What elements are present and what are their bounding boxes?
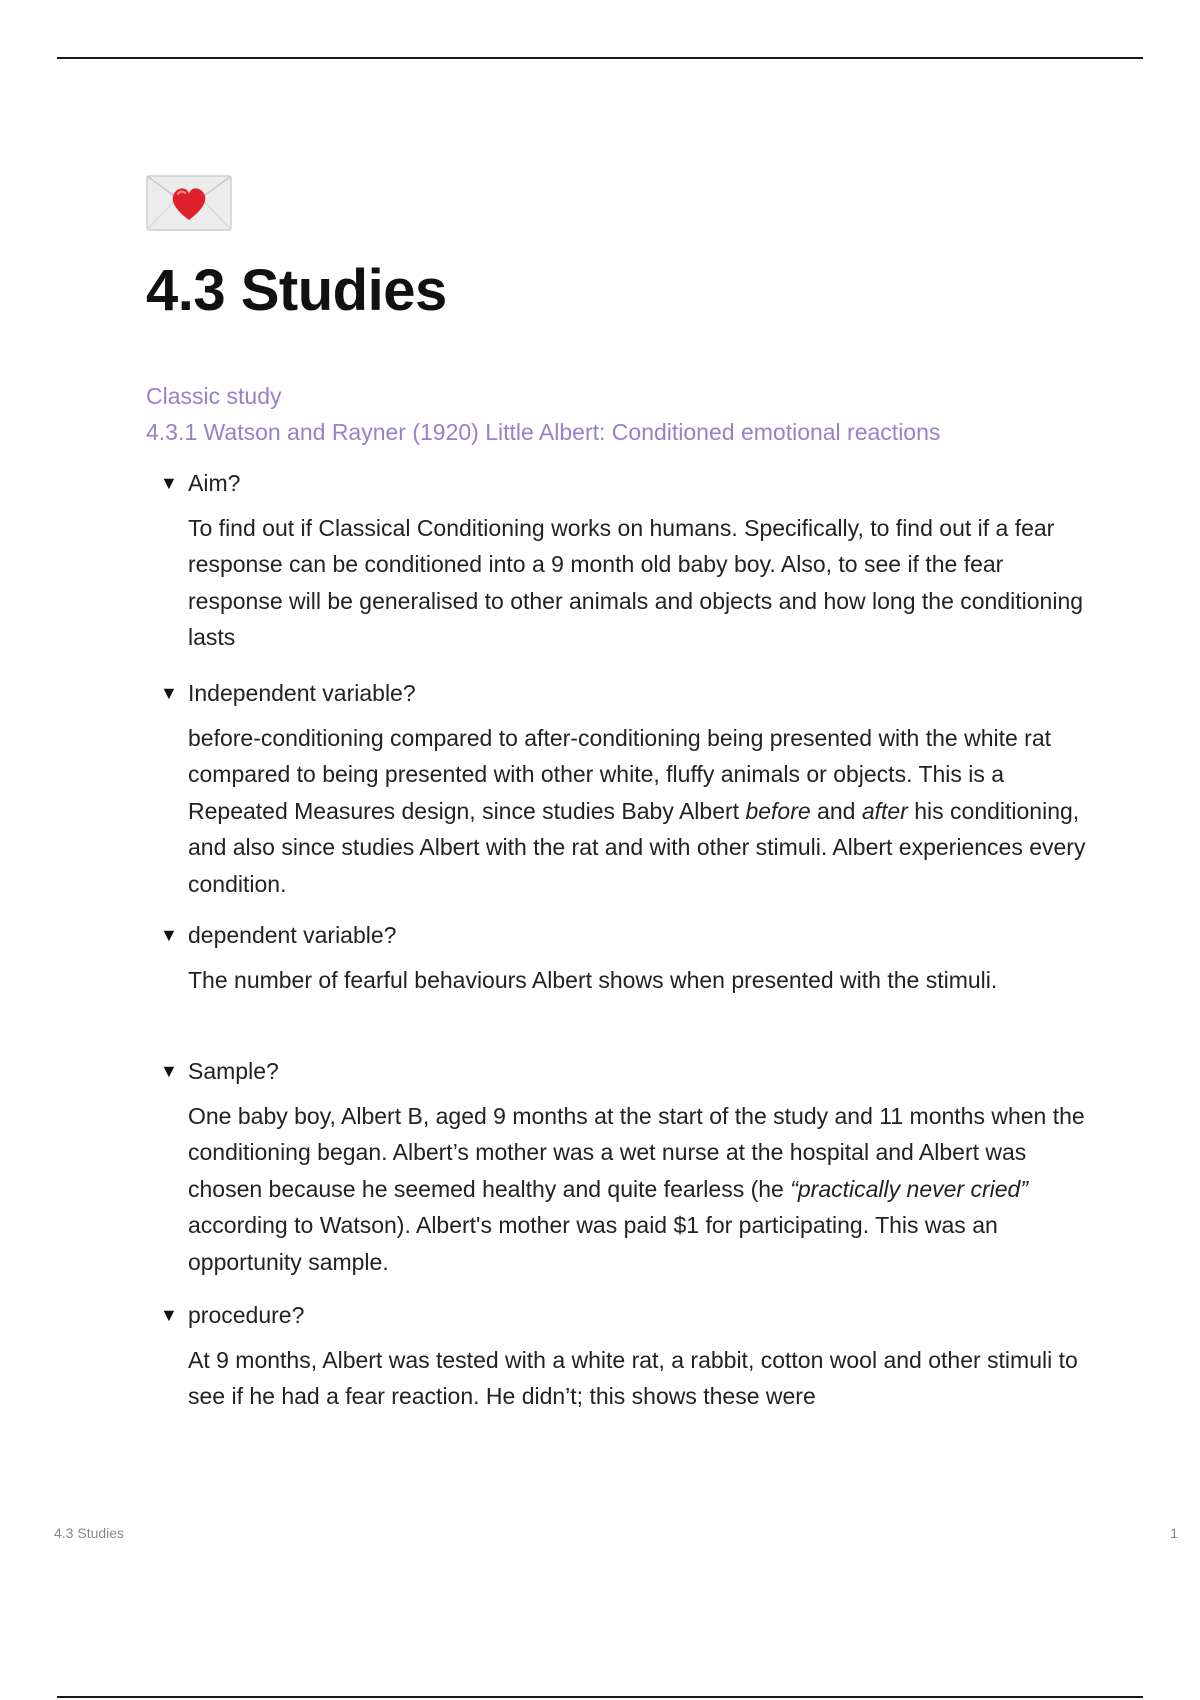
toggle-procedure — [160, 1298, 1100, 1415]
footer-title: 4.3 Studies — [54, 1525, 125, 1541]
caret-down-icon[interactable]: ▼ — [160, 683, 178, 703]
caret-down-icon[interactable]: ▼ — [160, 1061, 178, 1081]
toggle-body-independent-variable — [188, 720, 1100, 902]
bottom-rule — [57, 1696, 1143, 1698]
toggle-header-sample[interactable] — [160, 1054, 1100, 1088]
toggle-body-aim: To find out if Classical Conditioning works on humans. Specifically, to find out if a fear response can be conditioned into a 9 month old baby boy. Also, to see if the fear response will be generalised to other animals and objects and how long the conditioning lasts — [188, 515, 1084, 651]
body-emphasis: before — [745, 797, 811, 824]
body-text: and — [810, 797, 862, 824]
body-text: One baby boy, Albert B, aged 9 months at the start of the study and 11 months when the conditioning began. Albert’s mother was a wet nurse at the hospital and Albert was chosen because he seemed healthy and quite fearless (he — [188, 1103, 1085, 1202]
toggle-header-dependent-variable[interactable] — [160, 918, 1100, 952]
toggle-body-sample — [188, 1098, 1100, 1280]
caret-down-icon[interactable]: ▼ — [160, 473, 178, 493]
toggle-heading: Independent variable? — [188, 679, 416, 706]
toggle-dependent-variable — [160, 918, 1100, 998]
toggle-independent-variable — [160, 676, 1100, 902]
page-title: 4.3 Studies — [146, 258, 447, 323]
classic-study-link[interactable]: Classic study — [146, 383, 282, 409]
love-letter-icon — [146, 175, 232, 231]
toggle-heading: dependent variable? — [188, 921, 397, 948]
body-emphasis: after — [861, 797, 908, 824]
body-text: before-conditioning compared to after-conditioning being presented with the white rat compared to being presented with other white, fluffy animals or objects. This is a Repeated Measures design, since studies Baby Albert — [188, 725, 1052, 824]
study-reference-link[interactable]: 4.3.1 Watson and Rayner (1920) Little Albert: Conditioned emotional reactions — [146, 419, 941, 445]
toggle-header-procedure[interactable] — [160, 1298, 1100, 1332]
toggle-heading: Sample? — [188, 1057, 279, 1084]
toggle-body-dependent-variable: The number of fearful behaviours Albert shows when presented with the stimuli. — [188, 967, 998, 993]
toggle-body-procedure: At 9 months, Albert was tested with a white rat, a rabbit, cotton wool and other stimuli to see if he had a fear reaction. He didn’t; this shows these were — [188, 1347, 1078, 1410]
caret-down-icon[interactable]: ▼ — [160, 925, 178, 945]
caret-down-icon[interactable]: ▼ — [160, 1305, 178, 1325]
toggle-heading: Aim? — [188, 469, 241, 496]
toggle-sample — [160, 1054, 1100, 1280]
body-emphasis: “practically never cried” — [790, 1175, 1028, 1202]
top-rule — [57, 57, 1143, 59]
toggle-header-independent-variable[interactable] — [160, 676, 1100, 710]
toggle-aim — [160, 466, 1100, 656]
body-text: according to Watson). Albert's mother was paid $1 for participating. This was an opportunity sample. — [188, 1212, 998, 1275]
toggle-heading: procedure? — [188, 1301, 305, 1328]
footer-page-number: 1 — [1170, 1525, 1178, 1541]
body-text: his conditioning, and also since studies Albert with the rat and with other stimuli. Albert experiences every condition. — [188, 797, 1086, 897]
toggle-header-aim[interactable] — [160, 466, 1100, 500]
